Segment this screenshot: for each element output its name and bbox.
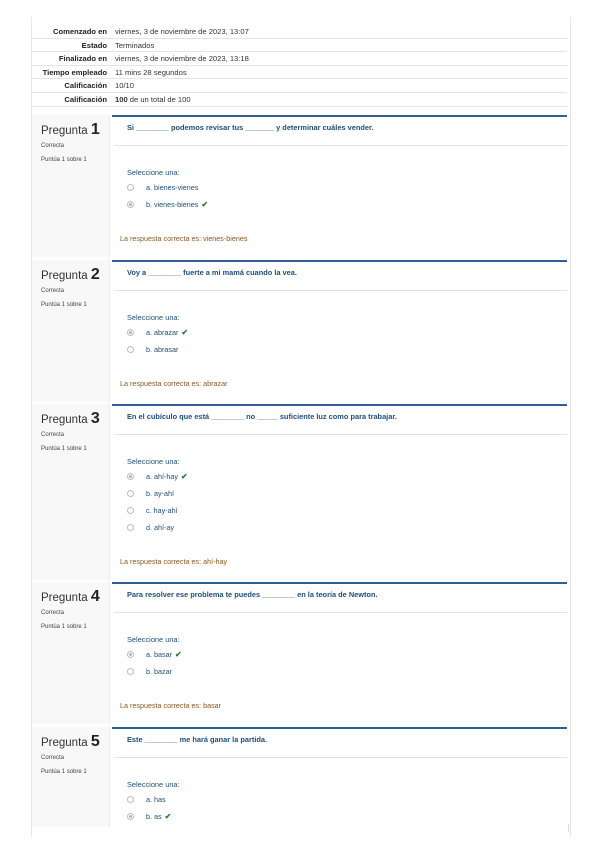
question-block — [32, 115, 567, 257]
question-content — [112, 404, 567, 580]
answer-option[interactable] — [127, 795, 166, 804]
question-block — [32, 260, 567, 402]
summary-value: 11 mins 28 segundos — [115, 67, 187, 77]
question-content — [112, 115, 567, 257]
select-one-prompt: Seleccione una: — [127, 313, 180, 322]
answer-label: c. hay-ahí — [146, 506, 178, 515]
radio-icon[interactable] — [127, 651, 134, 658]
question-label: Pregunta — [41, 592, 88, 604]
question-text: Para resolver ese problema te puedes ________ en la teoría de Newton. — [127, 590, 378, 599]
correct-answer-feedback: La respuesta correcta es: vienes-bienes — [120, 234, 248, 243]
check-icon: ✔ — [181, 328, 189, 337]
question-text: Este ________ me hará ganar la partida. — [127, 735, 268, 744]
summary-value: viernes, 3 de noviembre de 2023, 13:18 — [115, 54, 249, 64]
attempt-summary-table — [32, 25, 567, 107]
answer-option[interactable] — [127, 667, 172, 676]
question-number: 3 — [90, 410, 100, 427]
radio-icon[interactable] — [127, 473, 134, 480]
select-one-prompt: Seleccione una: — [127, 457, 180, 466]
radio-icon[interactable] — [127, 201, 134, 208]
question-info — [32, 404, 110, 580]
summary-row — [32, 25, 567, 39]
answer-option[interactable] — [127, 183, 198, 192]
question-label: Pregunta — [41, 414, 88, 426]
question-title — [41, 733, 100, 751]
question-grade: Puntúa 1 sobre 1 — [41, 769, 87, 775]
radio-icon[interactable] — [127, 524, 134, 531]
question-info — [32, 115, 110, 257]
answer-label: a. bienes-vienes — [146, 183, 199, 192]
question-title — [41, 410, 100, 428]
summary-label: Estado — [81, 40, 107, 50]
answer-label: b. ay-ahí — [146, 489, 174, 498]
correct-answer-feedback: La respuesta correcta es: basar — [120, 701, 222, 710]
answer-label: a. ahí-hay — [146, 472, 178, 481]
select-one-prompt: Seleccione una: — [127, 168, 180, 177]
question-label: Pregunta — [41, 125, 88, 137]
correct-answer-feedback: La respuesta correcta es: ahí-hay — [120, 557, 228, 566]
summary-label: Calificación — [64, 81, 107, 91]
question-state: Correcta — [41, 288, 65, 294]
summary-value — [113, 93, 191, 106]
summary-value-rest: de un total de 100 — [127, 94, 191, 104]
check-icon: ✔ — [201, 200, 209, 209]
question-number: 2 — [90, 266, 100, 283]
answer-label: b. vienes-bienes — [146, 200, 199, 209]
question-state: Correcta — [41, 610, 65, 616]
answer-option[interactable] — [127, 328, 188, 337]
question-divider — [112, 404, 567, 406]
question-separator — [114, 757, 567, 758]
question-divider — [112, 582, 567, 584]
question-number: 5 — [90, 733, 100, 750]
question-content — [112, 582, 567, 724]
question-info — [32, 727, 110, 827]
question-separator — [114, 290, 567, 291]
answer-label: b. bazar — [146, 667, 172, 676]
question-title — [41, 266, 100, 284]
question-info — [32, 582, 110, 724]
summary-label: Finalizado en — [58, 54, 107, 64]
check-icon: ✔ — [174, 650, 182, 659]
question-content — [112, 260, 567, 402]
summary-row — [32, 52, 567, 66]
question-text: En el cubículo que está ________ no _____ suficiente luz como para trabajar. — [127, 412, 397, 421]
question-separator — [114, 145, 567, 146]
answer-option[interactable] — [127, 506, 178, 515]
answer-option[interactable] — [127, 345, 178, 354]
summary-row — [32, 39, 567, 53]
summary-row — [32, 79, 567, 93]
question-text: Voy a ________ fuerte a mi mamá cuando la vea. — [127, 268, 297, 277]
radio-icon[interactable] — [127, 796, 134, 803]
select-one-prompt: Seleccione una: — [127, 635, 180, 644]
summary-value-bold: 100 — [115, 94, 128, 104]
answer-label: a. basar — [146, 650, 172, 659]
summary-row — [32, 93, 567, 107]
answer-label: b. abrasar — [146, 345, 179, 354]
question-divider — [112, 260, 567, 262]
question-grade: Puntúa 1 sobre 1 — [41, 302, 87, 308]
summary-label: Comenzado en — [52, 27, 107, 36]
radio-icon[interactable] — [127, 346, 134, 353]
question-divider — [112, 727, 567, 729]
question-grade: Puntúa 1 sobre 1 — [41, 624, 87, 630]
summary-value: viernes, 3 de noviembre de 2023, 13:07 — [115, 27, 249, 36]
question-grade: Puntúa 1 sobre 1 — [41, 446, 87, 452]
summary-row — [32, 66, 567, 80]
answer-label: a. has — [146, 795, 166, 804]
radio-icon[interactable] — [127, 813, 134, 820]
page-edge-mark — [568, 824, 569, 832]
question-block — [32, 404, 567, 580]
select-one-prompt: Seleccione una: — [127, 780, 180, 789]
summary-value: 10/10 — [115, 81, 135, 91]
radio-icon[interactable] — [127, 329, 134, 336]
summary-value: Terminados — [115, 40, 155, 50]
question-info — [32, 260, 110, 402]
question-state: Correcta — [41, 143, 65, 149]
question-separator — [114, 612, 567, 613]
question-state: Correcta — [41, 432, 65, 438]
answer-option[interactable] — [127, 812, 171, 821]
question-number: 4 — [90, 588, 100, 605]
question-label: Pregunta — [41, 737, 88, 749]
answer-option[interactable] — [127, 472, 188, 481]
question-content — [112, 727, 567, 827]
question-text: Si ________ podemos revisar tus _______ y determinar cuáles vender. — [127, 123, 374, 132]
question-title — [41, 588, 100, 606]
summary-label: Calificación — [64, 94, 107, 104]
check-icon: ✔ — [164, 812, 172, 821]
answer-option[interactable] — [127, 200, 208, 209]
answer-option[interactable] — [127, 650, 182, 659]
question-separator — [114, 434, 567, 435]
correct-answer-feedback: La respuesta correcta es: abrazar — [120, 379, 228, 388]
answer-option[interactable] — [127, 523, 174, 532]
question-divider — [112, 115, 567, 117]
radio-icon[interactable] — [127, 507, 134, 514]
check-icon: ✔ — [180, 472, 188, 481]
answer-option[interactable] — [127, 489, 174, 498]
answer-label: d. ahí-ay — [146, 523, 174, 532]
question-label: Pregunta — [41, 270, 88, 282]
question-grade: Puntúa 1 sobre 1 — [41, 157, 87, 163]
radio-icon[interactable] — [127, 184, 134, 191]
radio-icon[interactable] — [127, 490, 134, 497]
answer-label: a. abrazar — [146, 328, 179, 337]
question-block — [32, 727, 567, 827]
answer-label: b. as — [146, 812, 162, 821]
question-number: 1 — [90, 121, 100, 138]
summary-label: Tiempo empleado — [42, 67, 107, 77]
question-title — [41, 121, 100, 139]
radio-icon[interactable] — [127, 668, 134, 675]
question-state: Correcta — [41, 755, 65, 761]
question-block — [32, 582, 567, 724]
